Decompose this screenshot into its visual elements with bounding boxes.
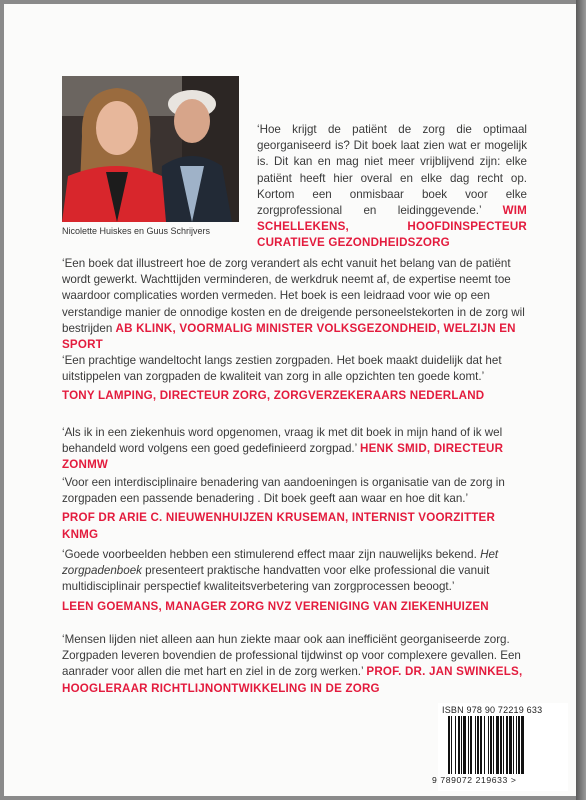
quote-text-end: presenteert praktische handvatten voor elke professional die vanuit multidisciplinair perspectief kwaliteitsverbetering van zorgprocessen beoogt.’ [62,564,490,594]
barcode-bar [521,716,524,774]
book-title: Het zorgpadenboek [62,548,499,578]
isbn-label: ISBN 978 90 72219 633 [442,705,543,715]
quote-text: ‘Voor een interdisciplinaire benadering van aandoeningen is organisatie van de zorg in zorgpaden een passende benadering . Dit boek geeft aan waar en hoe dit kan.’ [62,476,505,506]
barcode-bar [488,716,489,774]
barcode-bar [506,716,508,774]
barcode-bar [518,716,520,774]
quote-text: ‘Als ik in een ziekenhuis word opgenomen, vraag ik met dit boek in mijn hand of ik wel behandeld word volgens een goed gedefinieerd zorgpad.’ [62,426,503,456]
quote-author: PROF DR ARIE C. NIEUWENHUIJZEN KRUSEMAN, INTERNIST VOORZITTER KNMG [62,511,496,541]
barcode-bar [463,716,466,774]
barcode-bar [490,716,492,774]
quote-author: PROF. DR. JAN SWINKELS, HOOGLERAAR RICHTLIJNONTWIKKELING IN DE ZORG [62,665,523,695]
barcode-bar [461,716,462,774]
barcode-bar [451,716,452,774]
barcode [448,716,554,776]
book-spine [576,0,586,800]
quote-text: ‘Een prachtige wandeltocht langs zestien zorgpaden. Het boek maakt duidelijk dat het uitstippelen van zorgpaden de kwaliteit van zorg in alle opzichten ten goede komt.’ [62,354,502,384]
barcode-bar [458,716,460,774]
quote-author: AB KLINK, VOORMALIG MINISTER VOLKSGEZONDHEID, WELZIJN EN SPORT [62,321,516,352]
barcode-bar [484,716,485,774]
quote-2 [62,256,528,353]
barcode-bar [468,716,469,774]
quote-text [62,547,528,596]
barcode-bar [480,716,482,774]
author-photo-image [62,76,239,222]
photo-caption: Nicolette Huiskes en Guus Schrijvers [62,226,211,236]
barcode-digits: 9 789072 219633 > [432,775,517,785]
barcode-bar [503,716,504,774]
barcode-bar [477,716,479,774]
quote-text: ‘Hoe krijgt de patiënt de zorg die optimaal georganiseerd is? Dit boek laat zien wat er mogelijk is. Dit kan en mag niet meer vrijblijvend zijn: elke patiënt heeft hier overal en elke dag recht op. Kortom een onmisbaar boek voor elke zorgprofessional en leidinggevende.’ [257,123,527,218]
quote-6 [62,547,528,615]
quote-author: LEEN GOEMANS, MANAGER ZORG NVZ VERENIGING VAN ZIEKENHUIZEN [62,599,489,613]
barcode-bar [493,716,494,774]
quote-7 [62,632,528,697]
quote-1 [257,122,527,252]
quote-3 [62,353,528,405]
quote-4 [62,425,528,474]
quote-author: WIM SCHELLEKENS, HOOFDINSPECTEUR CURATIEVE GEZONDHEIDSZORG [257,204,527,250]
quote-author: HENK SMID, DIRECTEUR ZONMW [62,442,504,472]
barcode-bar [509,716,512,774]
barcode-bar [448,716,450,774]
barcode-bar [470,716,472,774]
quote-text-start: ‘Goede voorbeelden hebben een stimulerend effect maar zijn nauwelijks bekend. [62,548,481,561]
author-photo [62,76,239,222]
quote-text: ‘Mensen lijden niet alleen aan hun ziekte maar ook aan inefficiënt georganiseerde zorg. Zorgpaden leveren bovendien de professional tijdwinst op voor complexere gevallen. Een aanrader voor allen die met hart en ziel in de zorg werken.’ [62,633,521,679]
barcode-bar [496,716,499,774]
barcode-bar [455,716,456,774]
barcode-bar [500,716,502,774]
barcode-bar [475,716,476,774]
barcode-bar [513,716,514,774]
quote-5 [62,475,528,543]
quote-author: TONY LAMPING, DIRECTEUR ZORG, ZORGVERZEKERAARS NEDERLAND [62,389,485,403]
quote-text: ‘Een boek dat illustreert hoe de zorg verandert als echt vanuit het belang van de patiënt wordt gewerkt. Wachttijden verminderen, de werkdruk neemt af, de expertise neemt toe waardoor complicaties worden vermeden. Het boek is een leidraad voor wie op een verstandige manier de onnodige kosten en de dreigende personeelstekorten in de zorg wil bestrijden [62,257,525,335]
barcode-bar [516,716,517,774]
